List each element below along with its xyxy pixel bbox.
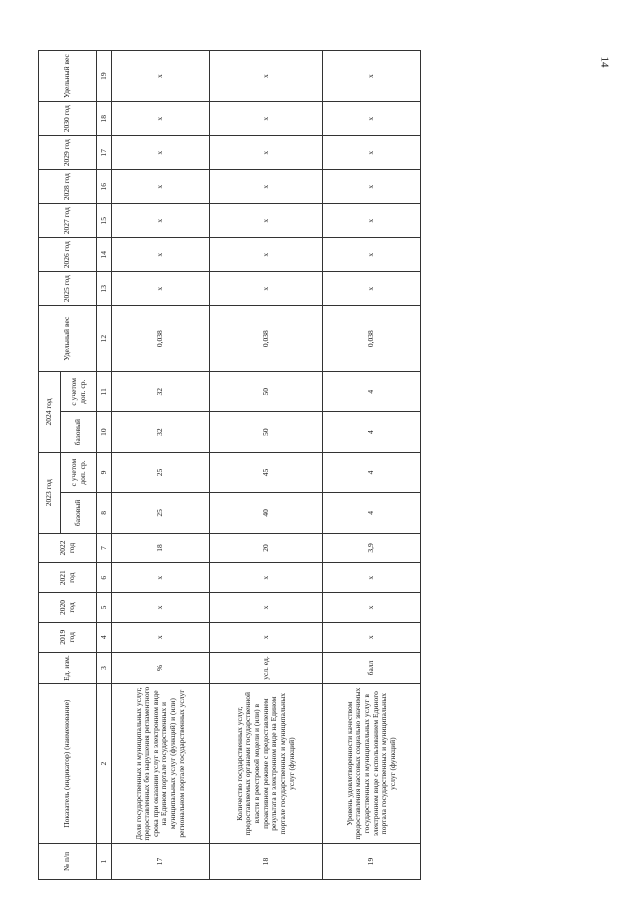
- value-2021: x: [209, 563, 322, 593]
- table-row: [209, 51, 322, 880]
- value-2019: x: [112, 622, 210, 652]
- row-number: 19: [323, 843, 421, 879]
- value-2023-base: 4: [323, 493, 421, 533]
- col-number: 13: [97, 272, 112, 306]
- value-2020: x: [323, 593, 421, 623]
- value-2024-extra: 50: [209, 372, 322, 412]
- value-2025: x: [323, 272, 421, 306]
- rotated-table-frame: [38, 50, 421, 880]
- header-2022: 2022 год: [39, 533, 97, 563]
- value-2028: x: [112, 170, 210, 204]
- value-2023-base: 25: [112, 493, 210, 533]
- header-weight-2: Удельный вес: [39, 51, 97, 102]
- col-number: 8: [97, 493, 112, 533]
- header-2024-group: 2024 год: [39, 372, 61, 453]
- value-2023-extra: 45: [209, 452, 322, 492]
- header-2021: 2021 год: [39, 563, 97, 593]
- header-2023-extra: с учетом доп. ср.: [61, 452, 97, 492]
- value-2030: x: [209, 102, 322, 136]
- header-2020: 2020 год: [39, 593, 97, 623]
- value-2019: x: [209, 622, 322, 652]
- col-number: 4: [97, 622, 112, 652]
- indicator-name: Количество государственных услуг, предоставляемых органами государственной власти в реестровой модели и (или) в проактивном режиме с предоставлением результата в электронном виде на Едином портале государственных и муниципальных услуг (функций): [209, 684, 322, 843]
- column-number-row: [97, 51, 112, 880]
- header-indicator: Показатель (индикатор) (наименование): [39, 684, 97, 843]
- table-row: [112, 51, 210, 880]
- value-2029: x: [323, 136, 421, 170]
- header-2023-group: 2023 год: [39, 452, 61, 533]
- value-2021: x: [112, 563, 210, 593]
- col-number: 18: [97, 102, 112, 136]
- col-number: 11: [97, 372, 112, 412]
- header-no: № п/п: [39, 843, 97, 879]
- unit-cell: усл. ед.: [209, 652, 322, 684]
- header-2025: 2025 год: [39, 272, 97, 306]
- value-2027: x: [209, 204, 322, 238]
- table-row: [323, 51, 421, 880]
- table-container: [38, 50, 421, 880]
- value-weight-2: x: [209, 51, 322, 102]
- value-2020: x: [209, 593, 322, 623]
- value-2022: 3,9: [323, 533, 421, 563]
- page-number: 14: [598, 56, 611, 68]
- value-weight-2: x: [112, 51, 210, 102]
- indicator-name: Уровень удовлетворенности качеством предоставления массовых социально значимых государственных и муниципальных услуг в электронном виде с использованием Единого портала государственных и муниципальных услуг (функций): [323, 684, 421, 843]
- col-number: 1: [97, 843, 112, 879]
- value-2023-base: 40: [209, 493, 322, 533]
- col-number: 17: [97, 136, 112, 170]
- row-number: 17: [112, 843, 210, 879]
- value-2030: x: [112, 102, 210, 136]
- header-2026: 2026 год: [39, 238, 97, 272]
- indicators-table: [38, 50, 421, 880]
- value-2024-extra: 4: [323, 372, 421, 412]
- value-2019: x: [323, 622, 421, 652]
- value-2024-base: 32: [112, 412, 210, 452]
- value-2026: x: [112, 238, 210, 272]
- unit-cell: %: [112, 652, 210, 684]
- value-2023-extra: 4: [323, 452, 421, 492]
- value-2024-base: 4: [323, 412, 421, 452]
- col-number: 16: [97, 170, 112, 204]
- col-number: 7: [97, 533, 112, 563]
- col-number: 3: [97, 652, 112, 684]
- value-2029: x: [209, 136, 322, 170]
- value-2026: x: [323, 238, 421, 272]
- value-2029: x: [112, 136, 210, 170]
- col-number: 10: [97, 412, 112, 452]
- col-number: 15: [97, 204, 112, 238]
- value-weight: 0,038: [112, 306, 210, 372]
- header-2024-base: базовый: [61, 412, 97, 452]
- value-2021: x: [323, 563, 421, 593]
- col-number: 12: [97, 306, 112, 372]
- header-2029: 2029 год: [39, 136, 97, 170]
- header-unit: Ед. изм.: [39, 652, 97, 684]
- header-2030: 2030 год: [39, 102, 97, 136]
- row-number: 18: [209, 843, 322, 879]
- unit-cell: балл: [323, 652, 421, 684]
- value-2020: x: [112, 593, 210, 623]
- value-2030: x: [323, 102, 421, 136]
- table-header: [39, 51, 112, 880]
- table-body: [112, 51, 421, 880]
- header-2024-extra: с учетом доп. ср.: [61, 372, 97, 412]
- header-weight: Удельный вес: [39, 306, 97, 372]
- col-number: 5: [97, 593, 112, 623]
- value-2023-extra: 25: [112, 452, 210, 492]
- col-number: 9: [97, 452, 112, 492]
- value-2028: x: [323, 170, 421, 204]
- value-2027: x: [112, 204, 210, 238]
- value-2025: x: [209, 272, 322, 306]
- col-number: 6: [97, 563, 112, 593]
- header-2027: 2027 год: [39, 204, 97, 238]
- header-2028: 2028 год: [39, 170, 97, 204]
- value-2025: x: [112, 272, 210, 306]
- value-2022: 20: [209, 533, 322, 563]
- value-weight: 0,038: [209, 306, 322, 372]
- header-2019: 2019 год: [39, 622, 97, 652]
- value-2024-base: 50: [209, 412, 322, 452]
- col-number: 2: [97, 684, 112, 843]
- value-2026: x: [209, 238, 322, 272]
- indicator-name: Доля государственных и муниципальных услуг, предоставленных без нарушения регламентного срока при оказании услуг в электронном виде на Едином портале государственных и муниципальных услуг (функций) и (или) региональном портале государственных услуг: [112, 684, 210, 843]
- value-weight-2: x: [323, 51, 421, 102]
- value-weight: 0,038: [323, 306, 421, 372]
- value-2022: 18: [112, 533, 210, 563]
- col-number: 19: [97, 51, 112, 102]
- col-number: 14: [97, 238, 112, 272]
- value-2027: x: [323, 204, 421, 238]
- header-2023-base: базовый: [61, 493, 97, 533]
- value-2024-extra: 32: [112, 372, 210, 412]
- value-2028: x: [209, 170, 322, 204]
